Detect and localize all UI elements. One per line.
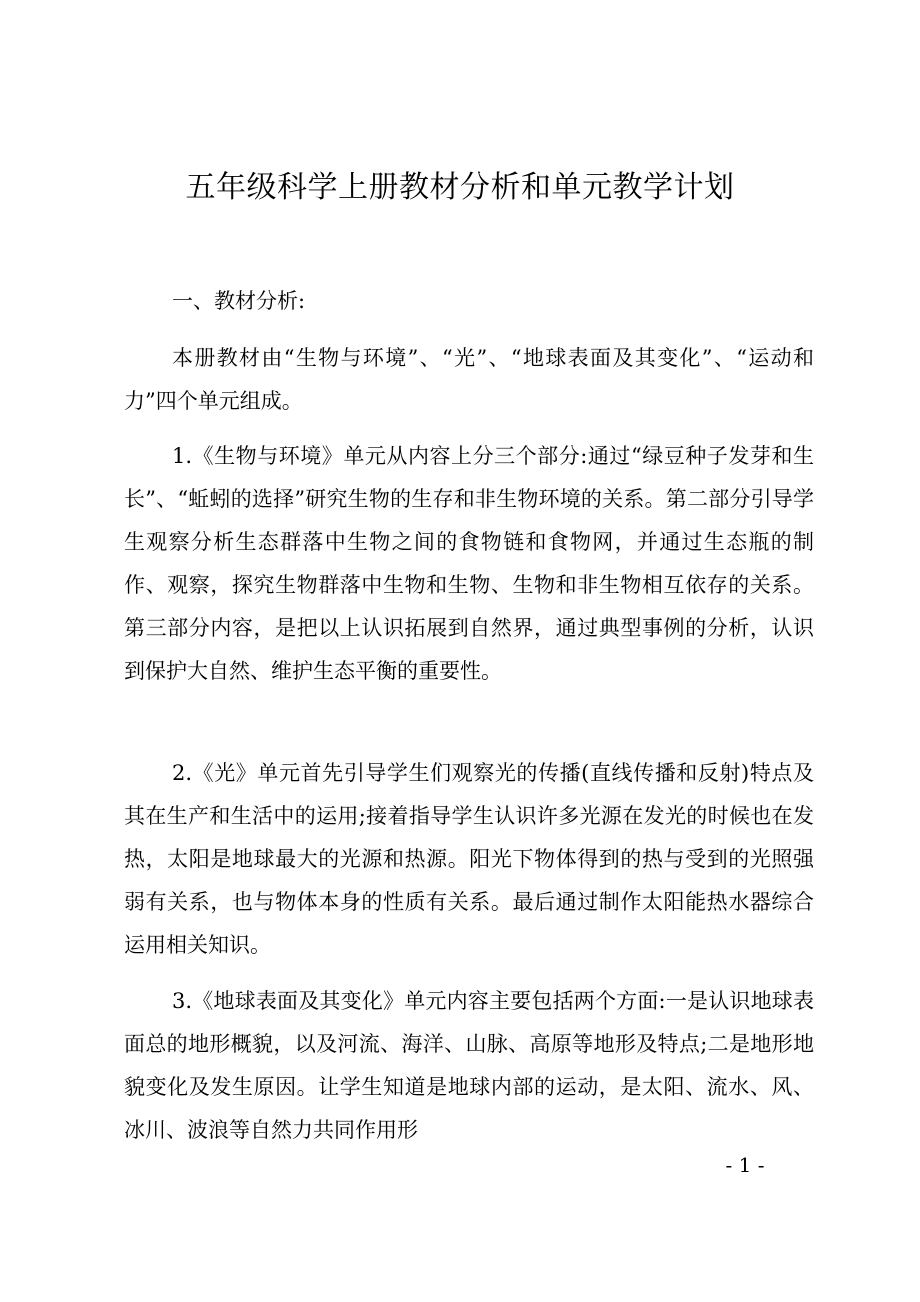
section-heading: 一、教材分析: (172, 289, 306, 313)
paragraph-item-1: 1.《生物与环境》单元从内容上分三个部分:通过“绿豆种子发芽和生长”、“蚯蚓的选择”研究生物的生存和非生物环境的关系。第二部分引导学生观察分析生态群落中生物之间的食物链和食物网，并通过生态瓶的制作、观察，探究生物群落中生物和生物、生物和非生物相互依存的关系。第三部分内容，是把以上认识拓展到自然界，通过典型事例的分析，认识到保护大自然、维护生态平衡的重要性。 (124, 444, 814, 683)
paragraph-intro: 本册教材由“生物与环境”、“光”、“地球表面及其变化”、“运动和力”四个单元组成。 (124, 346, 814, 413)
document-title: 五年级科学上册教材分析和单元教学计划 (185, 170, 735, 205)
page-number: - 1 - (725, 1153, 765, 1177)
paragraph-item-3: 3.《地球表面及其变化》单元内容主要包括两个方面:一是认识地球表面总的地形概貌，以及河流、海洋、山脉、高原等地形及特点;二是地形地貌变化及发生原因。让学生知道是地球内部的运动，是太阳、流水、风、冰川、波浪等自然力共同作用形 (124, 989, 814, 1142)
paragraph-item-2: 2.《光》单元首先引导学生们观察光的传播(直线传播和反射)特点及其在生产和生活中的运用;接着指导学生认识许多光源在发光的时候也在发热，太阳是地球最大的光源和热源。阳光下物体得到的热与受到的光照强弱有关系，也与物体本身的性质有关系。最后通过制作太阳能热水器综合运用相关知识。 (124, 761, 814, 957)
